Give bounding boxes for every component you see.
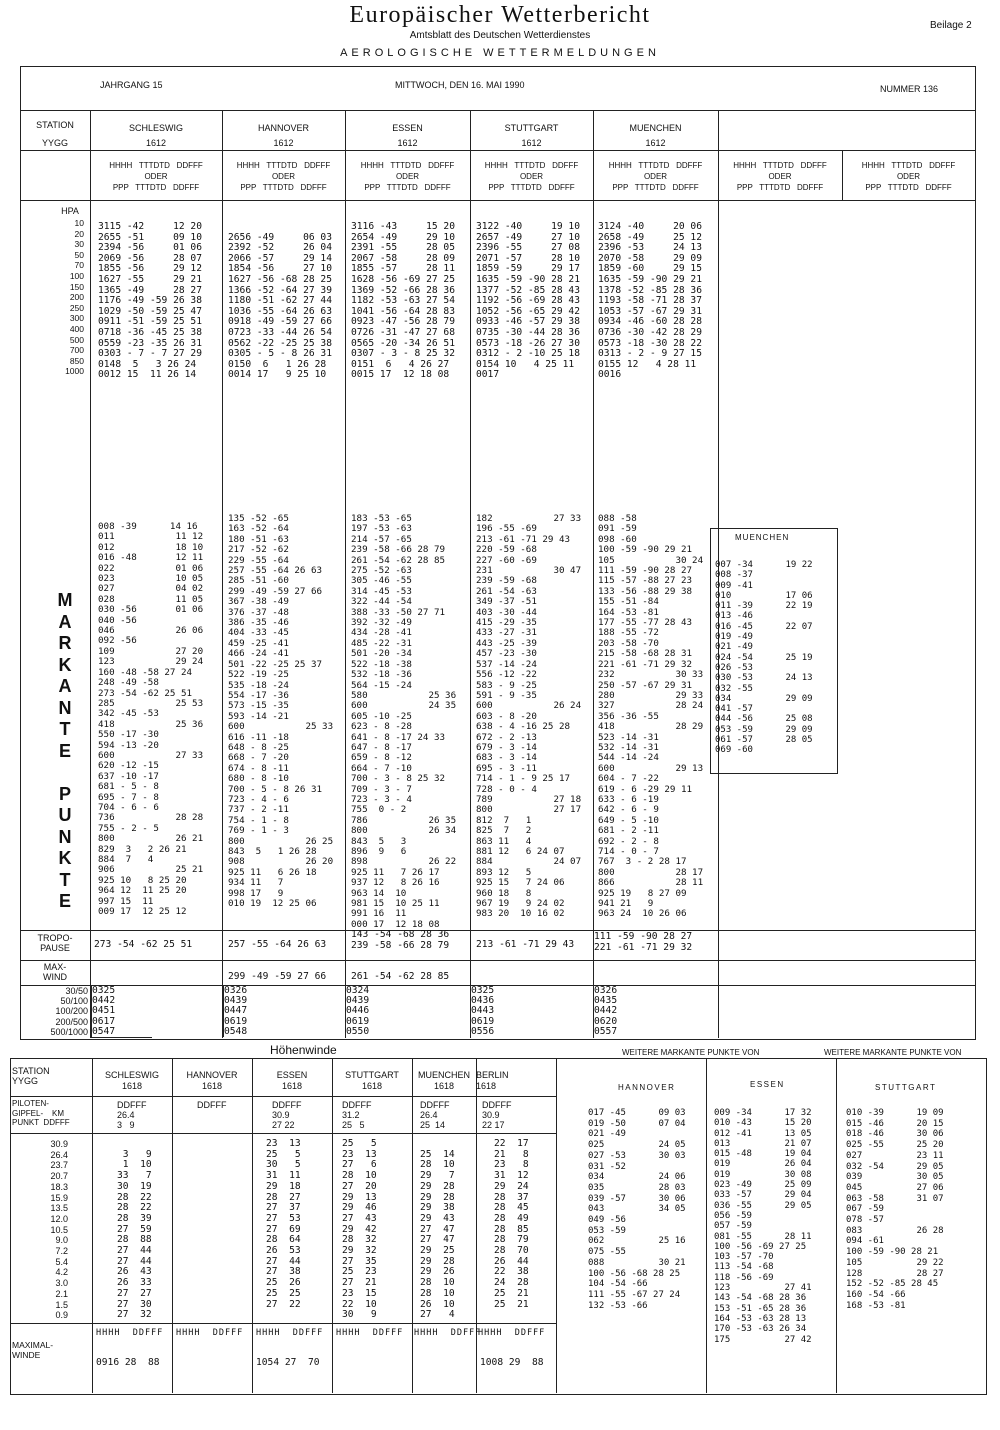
tropo-schleswig: 273 -54 -62 25 51: [94, 939, 193, 950]
weitere-label-2: WEITERE MARKANTE PUNKTE VON: [824, 1048, 962, 1057]
piloten-muenchen: DDFFF 26.4 25 14: [420, 1100, 450, 1130]
piloten-hannover: DDFFF: [197, 1100, 227, 1110]
shear-hannover: 0326 0439 0447 0619 0548: [223, 986, 284, 1037]
station-name: HANNOVER: [257, 123, 309, 133]
station-name: SCHLESWIG: [104, 1070, 159, 1080]
winds-berlin: 22 17 21 8 23 8 31 12 29 24 28 37 28 45 28 49 28 85 28 79 28 70 26 44 22 38 24 28 25 21 25 21: [494, 1138, 529, 1310]
station-yygg: 1612: [145, 138, 167, 148]
tropo-muenchen: 111 -59 -90 28 27 221 -61 -71 29 32: [594, 931, 693, 953]
essen-extra-title: ESSEN: [750, 1080, 785, 1089]
stuttgart-extra-title: STUTTGART: [875, 1083, 937, 1092]
markante-hannover: 135 -52 -65 163 -52 -64 180 -51 -63 217 -52 -62 229 -55 -64 257 -55 -64 26 63 285 -51 -60 299 -49 -59 27 66 367 -38 -49 376 -37 -48 386 -35 -46 404 -33 -45 459 -25 -41 466 -24 -41 501 -22 -25 25 37 522 -19 -25 535 -18 -24 554 -17 -36 573 -15 -35 593 -14 -21 600 25 33 616 -11 -18 648 - 8 -25 668 - 7 -20 674 - 8 -11 680 - 8 -10 700 - 5 - 8 26 31 723 - 4 - 6 737 - 2 -11 754 - 1 - 8 769 - 1 - 3 800 26 25 843 5 1 26 28 908 26 20 925 11 6 26 18 934 11 7 998 17 9 010 19 12 25 06: [228, 513, 334, 910]
piloten-schleswig: DDFFF 26.4 3 9: [117, 1100, 147, 1130]
station-name: ESSEN: [276, 1070, 308, 1080]
yygg-label: YYGG: [41, 138, 68, 148]
station-yygg: 1618: [281, 1081, 303, 1091]
station-name: HANNOVER: [186, 1070, 238, 1080]
maxwind-column-header: HHHH DDFFF: [256, 1328, 324, 1338]
section-title: AEROLOGISCHE WETTERMELDUNGEN: [340, 47, 660, 59]
station-yygg: 1612: [521, 138, 542, 148]
markante-punkte-label: M A R K A N T E P U N K T E: [57, 590, 73, 911]
winds-stuttgart: 25 5 23 13 27 6 28 10 27 20 29 13 29 46 27 43 29 42 28 32 29 32 27 35 25 23 27 21 23 15 22 10 30 9: [342, 1138, 377, 1321]
std-levels-essen: 3116 -43 15 20 2654 -49 29 10 2391 -55 28 05 2067 -58 28 09 1855 -57 28 11 1628 -56 -69 27 25 1369 -52 -66 28 36 1182 -53 -63 27 54 1041 -56 -64 28 83 0923 -47 -56 28 79 0726 -31 -47 27 68 0565 -20 -34 26 51 0307 - 3 - 8 25 32 0151 6 4 26 27 0015 17 12 18 08: [351, 221, 455, 381]
station-yygg: 1618: [121, 1081, 143, 1091]
issue-number: NUMMER 136: [880, 84, 939, 94]
beilage-label: Beilage 2: [930, 20, 972, 31]
maximal-label: MAXIMAL- WINDE: [12, 1340, 54, 1360]
piloten-berlin: DDFFF 30.9 22 17: [482, 1100, 512, 1130]
station-name: BERLIN: [476, 1070, 509, 1080]
maxwind-column-header: HHHH DDFFF: [478, 1328, 546, 1338]
maximal-berlin: 1008 29 88: [480, 1357, 544, 1368]
station-yygg: 1618: [476, 1081, 497, 1091]
piloten-essen: DDFFF 30.9 27 22: [272, 1100, 302, 1130]
subtitle: Amtsblatt des Deutschen Wetterdienstes: [409, 30, 591, 41]
station-yygg: 1612: [397, 138, 418, 148]
jahrgang: JAHRGANG 15: [100, 80, 163, 90]
maxwind-essen: 261 -54 -62 28 85: [351, 971, 450, 982]
station-name: STUTTGART: [504, 123, 559, 133]
shear-muenchen: 0326 0435 0442 0620 0557: [594, 985, 618, 1037]
shear-essen: 0324 0439 0446 0619 0550: [346, 985, 370, 1037]
hannover-extra-data: 017 -45 09 03 019 -50 07 04 021 -49 025 24 05 027 -53 30 03 031 -52 034 24 06 035 28 03 039 -57 30 06 043 34 05 049 -56 053 -59 062 25 16 075 -55 088 30 21 100 -56 -68 28 25 104 -54 -66 111 -55 -67 27 24 132 -53 -66: [588, 1108, 686, 1311]
station-name: STUTTGART: [345, 1070, 399, 1080]
weitere-label-1: WEITERE MARKANTE PUNKTE VON: [622, 1048, 760, 1057]
essen-extra-data: 009 -34 17 32 010 -43 15 20 012 -41 13 05 013 21 07 015 -48 19 04 019 26 04 019 30 08 023 -49 25 09 033 -57 29 04 036 -55 29 05 056 -59 057 -59 081 -55 28 11 100 -56 -69 27 25 103 -57 -70 113 -54 -68 118 -56 -69 123 27 41 143 -54 -68 28 36 153 -51 -65 28 36 164 -53 -63 28 13 170 -53 -63 26 34 175 27 42: [714, 1108, 812, 1345]
maxwind-column-header: HHHH DDFFF: [96, 1328, 164, 1338]
maximal-essen: 1054 27 70: [256, 1357, 320, 1368]
shear-schleswig: 0325 0442 0451 0617 0547: [91, 986, 152, 1038]
station-yygg: 1612: [273, 138, 294, 148]
column-header: HHHH TTTDTD DDFFF ODER PPP TTTDTD DDFFF: [360, 161, 455, 192]
maximal-schleswig: 0916 28 88: [96, 1357, 160, 1368]
markante-stuttgart: 182 27 33 196 -55 -69 213 -61 -71 29 43 220 -59 -68 227 -60 -69 231 30 47 239 -59 -68 261 -54 -63 349 -37 -51 403 -30 -44 415 -29 -35 433 -27 -31 443 -25 -39 457 -23 -30 537 -14 -24 556 -12 -22 583 - 9 -25 591 - 9 -35 600 26 24 603 - 8 -20 638 - 4 -16 25 28 672 - 2 -13 679 - 3 -14 683 - 3 -14 695 - 3 -11 714 - 1 - 9 25 17 728 - 0 - 4 789 27 18 800 27 17 812 7 1 825 7 2 863 11 4 881 12 6 24 07 884 24 07 893 12 5 925 15 7 24 06 960 18 8 967 19 9 24 02 983 20 10 16 02: [476, 513, 582, 920]
column-header: HHHH TTTDTD DDFFF ODER PPP TTTDTD DDFFF: [733, 161, 827, 192]
hoehenwinde-title: Höhenwinde: [270, 1043, 337, 1057]
markante-schleswig: 008 -39 14 16 011 11 12 012 18 10 016 -48 12 11 022 01 06 023 10 05 027 04 02 028 11 05 030 -56 01 06 040 -56 046 26 06 092 -56 109 27 20 123 29 24 160 -48 -58 27 24 248 -49 -58 273 -54 -62 25 51 285 25 53 342 -45 -53 418 25 36 550 -17 -30 594 -13 -20 600 27 33 620 -12 -15 637 -10 -17 681 - 5 - 8 695 - 7 - 8 704 - 6 - 6 736 28 28 755 - 2 - 5 800 26 21 829 3 2 26 21 884 7 4 906 25 21 925 10 8 25 20 964 12 11 25 20 997 15 11 009 17 12 25 12: [98, 521, 204, 918]
hpa-label: HPA: [61, 206, 79, 216]
maxwind-column-header: HHHH DDFFF: [176, 1328, 244, 1338]
shear-stuttgart: 0325 0436 0443 0619 0556: [471, 985, 495, 1037]
std-levels-hannover: 2656 -49 06 03 2392 -52 26 04 2066 -57 29 14 1854 -56 27 10 1627 -56 -68 28 25 1366 -52 -64 27 39 1180 -51 -62 27 44 1036 -55 -64 26 63 0918 -49 -59 27 66 0723 -33 -44 26 54 0562 -22 -25 25 38 0305 - 5 - 8 26 31 0150 6 1 26 28 0014 17 9 25 10: [228, 231, 332, 381]
station-yygg: 1618: [433, 1081, 455, 1091]
bottom-station-label: STATION YYGG: [12, 1066, 50, 1086]
tropo-label: TROPO- PAUSE: [37, 933, 73, 953]
maxwind-label: MAX- WIND: [43, 962, 67, 982]
station-yygg: 1618: [201, 1081, 223, 1091]
tropo-hannover: 257 -55 -64 26 63: [228, 939, 327, 950]
issue-date: MITTWOCH, DEN 16. MAI 1990: [395, 80, 525, 90]
hpa-levels: 10 20 30 50 70 100 150 200 250 300 400 500 700 850 1000: [65, 218, 84, 377]
winds-muenchen: 25 14 28 10 29 7 29 28 29 28 29 38 29 43 27 47 27 47 29 25 29 28 29 26 28 10 28 10 26 10 27 4: [420, 1148, 455, 1321]
muenchen-extra-data: 007 -34 19 22 008 -37 009 -41 010 17 06 011 -39 22 19 013 -46 016 -45 22 07 019 -49 021 -49 024 -54 25 19 026 -53 030 -53 24 13 032 -55 034 29 09 041 -57 044 -56 25 08 053 -59 29 09 061 -57 28 05 069 -60: [715, 560, 813, 756]
station-name: MUENCHEN: [417, 1070, 470, 1080]
std-levels-muenchen: 3124 -40 20 06 2658 -49 25 12 2396 -53 24 13 2070 -58 29 09 1859 -60 29 15 1635 -59 -90 29 21 1378 -52 -85 28 36 1193 -58 -71 28 37 1053 -57 -67 29 31 0934 -46 -60 28 28 0736 -30 -42 28 29 0573 -18 -30 28 22 0313 - 2 - 9 27 15 0155 12 4 28 11 0016: [598, 221, 702, 381]
page-title: Europäischer Wetterbericht: [349, 2, 651, 28]
winds-essen: 23 13 25 5 30 5 31 11 29 18 28 27 27 37 27 53 27 69 28 64 26 53 27 44 27 38 25 26 25 25 27 22: [266, 1138, 301, 1310]
column-header: HHHH TTTDTD DDFFF ODER PPP TTTDTD DDFFF: [109, 161, 203, 192]
column-header: HHHH TTTDTD DDFFF ODER PPP TTTDTD DDFFF: [861, 161, 956, 192]
maxwind-hannover: 299 -49 -59 27 66: [228, 971, 327, 982]
station-yygg: 1612: [645, 138, 666, 148]
piloten-label: PILOTEN- GIPFEL- KM PUNKT DDFFF: [12, 1099, 70, 1127]
shear-labels: 30/50 50/100 100/200 200/500 500/1000: [50, 986, 88, 1037]
station-name: MUENCHEN: [629, 123, 682, 133]
column-header: HHHH TTTDTD DDFFF ODER PPP TTTDTD DDFFF: [608, 161, 703, 192]
tropo-essen: 143 -54 -68 28 36 239 -58 -66 28 79: [351, 929, 450, 951]
std-levels-stuttgart: 3122 -40 19 10 2657 -49 27 10 2396 -55 27 08 2071 -57 28 10 1859 -59 29 17 1635 -59 -90 28 21 1377 -52 -85 28 43 1192 -56 -69 28 43 1052 -56 -65 29 42 0933 -46 -57 29 38 0735 -30 -44 28 36 0573 -18 -26 27 30 0312 - 2 -10 25 18 0154 10 4 25 11 0017: [476, 221, 580, 381]
maxwind-column-header: HHHH DDFFF: [336, 1328, 404, 1338]
piloten-stuttgart: DDFFF 31.2 25 5: [342, 1100, 372, 1130]
column-header: HHHH TTTDTD DDFFF ODER PPP TTTDTD DDFFF: [484, 161, 579, 192]
hannover-extra-title: HANNOVER: [618, 1083, 676, 1092]
tropo-stuttgart: 213 -61 -71 29 43: [476, 939, 575, 950]
stuttgart-extra-data: 010 -39 19 09 015 -46 20 15 018 -46 30 06 025 -55 25 20 027 23 11 032 -54 29 05 039 30 05 045 27 06 063 -58 31 07 067 -59 078 -57 083 26 28 094 -61 100 -59 -90 28 21 105 29 22 128 28 27 152 -52 -85 28 45 160 -54 -66 168 -53 -81: [846, 1108, 944, 1311]
muenchen-extra-title: MUENCHEN: [735, 533, 790, 542]
station-yygg: 1618: [361, 1081, 383, 1091]
column-header: HHHH TTTDTD DDFFF ODER PPP TTTDTD DDFFF: [236, 161, 331, 192]
station-label: STATION: [36, 120, 74, 130]
markante-essen: 183 -53 -65 197 -53 -63 214 -57 -65 239 -58 -66 28 79 261 -54 -62 28 85 275 -52 -63 305 -46 -55 314 -45 -53 322 -44 -54 388 -33 -50 27 71 392 -32 -49 434 -28 -41 485 -22 -31 501 -20 -34 522 -18 -38 532 -18 -36 564 -15 -24 580 25 36 600 24 35 605 -10 -25 623 - 8 -28 641 - 8 -17 24 33 647 - 8 -17 659 - 8 -12 664 - 7 -10 700 - 3 - 8 25 32 709 - 3 - 7 723 - 3 - 4 755 0 - 2 786 26 35 800 26 34 843 5 3 896 9 6 898 26 22 925 11 7 26 17 937 12 8 26 16 963 14 10 981 15 10 25 11 991 16 11 000 17 12 18 08: [351, 513, 457, 930]
km-levels: 30.9 26.4 23.7 20.7 18.3 15.9 13.5 12.0 10.5 9.0 7.2 5.4 4.2 3.0 2.1 1.5 0.9: [50, 1139, 68, 1321]
markante-muenchen: 088 -58 091 -59 098 -60 100 -59 -90 29 21 105 30 24 111 -59 -90 28 27 115 -57 -88 27 23 133 -56 -88 29 38 155 -51 -84 164 -53 -81 177 -55 -77 28 43 188 -55 -72 203 -58 -70 215 -58 -68 28 31 221 -61 -71 29 32 232 30 33 250 -57 -67 29 31 280 29 33 327 28 24 356 -36 -55 418 28 29 523 -14 -31 532 -14 -31 544 -14 -24 600 29 13 604 - 7 -22 619 - 6 -29 29 11 633 - 6 -19 642 - 6 - 9 649 - 5 -10 681 - 2 -11 692 - 2 - 8 714 - 0 - 7 767 3 - 2 28 17 800 28 17 866 28 11 925 19 8 27 09 941 21 9 963 24 10 26 06: [598, 513, 704, 920]
station-name: ESSEN: [392, 123, 423, 133]
std-levels-schleswig: 3115 -42 12 20 2655 -51 09 10 2394 -56 01 06 2069 -56 28 07 1855 -56 29 12 1627 -55 29 21 1365 -49 28 27 1176 -49 -59 26 38 1029 -50 -59 25 47 0911 -51 -59 25 51 0718 -36 -45 25 38 0559 -23 -35 26 31 0303 - 7 - 7 27 29 0148 5 3 26 24 0012 15 11 26 14: [98, 221, 202, 381]
station-name: SCHLESWIG: [128, 123, 183, 133]
winds-schleswig: 3 9 1 10 33 7 30 19 28 22 28 22 28 39 27 59 28 88 27 44 27 44 26 43 26 33 27 27 27 30 27 32: [117, 1148, 152, 1321]
maxwind-column-header: HHHH DDFFF: [414, 1328, 482, 1338]
